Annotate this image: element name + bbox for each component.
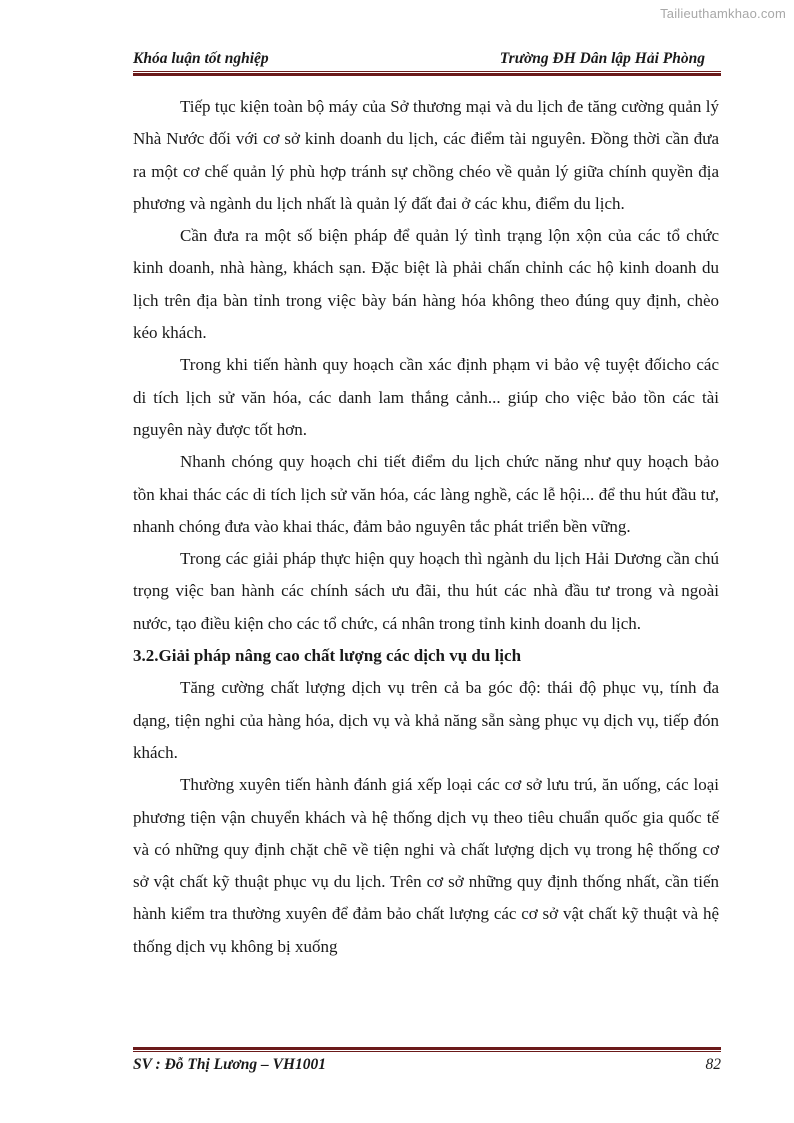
- header-thesis-title: Khóa luận tốt nghiệp: [133, 50, 269, 67]
- footer-rule: [133, 1047, 721, 1052]
- watermark: Tailieuthamkhao.com: [660, 6, 786, 21]
- paragraph: Trong các giải pháp thực hiện quy hoạch thì ngành du lịch Hải Dương cần chú trọng việc ban hành các chính sách ưu đãi, thu hút các nhà đầu tư trong và ngoài nước, tạo điều kiện cho các tổ chức, cá nhân trong tỉnh kinh doanh du lịch.: [133, 549, 719, 633]
- section-heading: 3.2.Giải pháp nâng cao chất lượng các dịch vụ du lịch: [133, 646, 522, 666]
- paragraph: Trong khi tiến hành quy hoạch cần xác định phạm vi bảo vệ tuyệt đốicho các di tích lịch sử văn hóa, các danh lam thắng cảnh... giúp cho việc bảo tồn các tài nguyên này được tốt hơn.: [133, 355, 719, 439]
- header-rule: [133, 71, 721, 76]
- footer-student: SV : Đỗ Thị Lương – VH1001: [133, 1056, 327, 1073]
- page-footer: [133, 1056, 721, 1076]
- paragraph: Tiếp tục kiện toàn bộ máy của Sở thương mại và du lịch đe tăng cường quản lý Nhà Nước đối với cơ sở kinh doanh du lịch, các điểm tài nguyên. Đồng thời cần đưa ra một cơ chế quản lý phù hợp tránh sự chồng chéo về quản lý giữa chính quyền địa phương và ngành du lịch nhất là quản lý đất đai ở các khu, điểm du lịch.: [133, 97, 719, 213]
- page-number: 82: [705, 1056, 721, 1073]
- paragraph: Nhanh chóng quy hoạch chi tiết điểm du lịch chức năng như quy hoạch bảo tồn khai thác các di tích lịch sử văn hóa, các làng nghề, các lễ hội... để thu hút đầu tư, nhanh chóng đưa vào khai thác, đảm bảo nguyên tắc phát triển bền vững.: [133, 452, 719, 536]
- header-university: Trường ĐH Dân lập Hải Phòng: [499, 50, 705, 67]
- paragraph: Thường xuyên tiến hành đánh giá xếp loại các cơ sở lưu trú, ăn uống, các loại phương tiện vận chuyển khách và hệ thống dịch vụ theo tiêu chuẩn quốc gia quốc tế và có những quy định chặt chẽ về tiện nghi và chất lượng dịch vụ trong hệ thống cơ sở vật chất kỹ thuật phục vụ du lịch. Trên cơ sở những quy định thống nhất, cần tiến hành kiểm tra thường xuyên để đảm bảo chất lượng các cơ sở vật chất kỹ thuật và hệ thống dịch vụ không bị xuống: [133, 775, 719, 956]
- page-body: [133, 91, 719, 963]
- page-header: [133, 50, 721, 70]
- paragraph: Tăng cường chất lượng dịch vụ trên cả ba góc độ: thái độ phục vụ, tính đa dạng, tiện nghi của hàng hóa, dịch vụ và khả năng sẵn sàng phục vụ dịch vụ, tiếp đón khách.: [133, 678, 719, 762]
- paragraph: Cần đưa ra một số biện pháp để quản lý tình trạng lộn xộn của các tổ chức kinh doanh, nhà hàng, khách sạn. Đặc biệt là phải chấn chỉnh các hộ kinh doanh du lịch trên địa bàn tỉnh trong việc bày bán hàng hóa không theo đúng quy định, chèo kéo khách.: [133, 226, 719, 343]
